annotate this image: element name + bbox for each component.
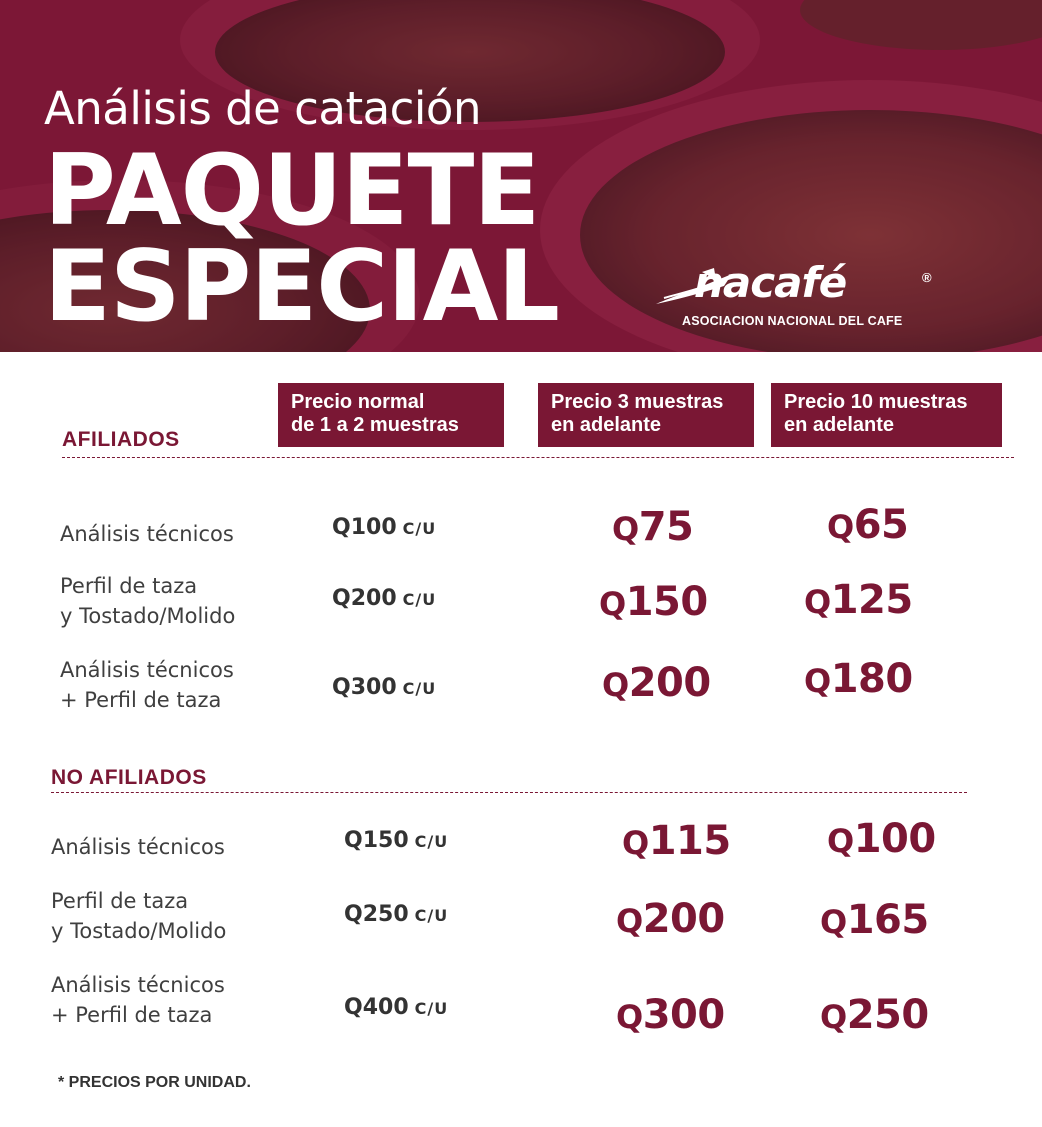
afiliados-row-3-normal-price: Q300 C/U — [332, 675, 437, 700]
no-afiliados-row-1-price-10: Q100 — [827, 816, 936, 862]
no-afiliados-row-3-normal-price: Q400 C/U — [344, 995, 449, 1020]
no-afiliados-row-3-price-3: Q300 — [616, 992, 725, 1038]
footnote: * PRECIOS POR UNIDAD. — [58, 1074, 251, 1091]
section-afiliados-label: AFILIADOS — [62, 428, 180, 451]
hero-banner — [0, 0, 1042, 352]
hero-subtitle: Análisis de catación — [44, 82, 481, 135]
no-afiliados-row-1-price-3: Q115 — [622, 818, 731, 864]
afiliados-row-1-label: Análisis técnicos — [60, 522, 234, 546]
no-afiliados-row-2-price-3: Q200 — [616, 896, 725, 942]
no-afiliados-row-2-normal-price: Q250 C/U — [344, 902, 449, 927]
no-afiliados-row-3-price-10: Q250 — [820, 992, 929, 1038]
column-header-3-samples: Precio 3 muestras en adelante — [538, 383, 754, 447]
afiliados-row-1-price-3: Q75 — [612, 504, 694, 550]
afiliados-row-3-label: Análisis técnicos + Perfil de taza — [60, 658, 234, 712]
column-header-10-samples: Precio 10 muestras en adelante — [771, 383, 1002, 447]
no-afiliados-row-1-label: Análisis técnicos — [51, 835, 225, 859]
section-divider — [51, 792, 967, 793]
column-header-normal-price: Precio normal de 1 a 2 muestras — [278, 383, 504, 447]
no-afiliados-row-2-price-10: Q165 — [820, 897, 929, 943]
afiliados-row-2-label: Perfil de taza y Tostado/Molido — [60, 574, 236, 628]
anacafe-logo — [654, 258, 944, 332]
afiliados-row-1-normal-price: Q100 C/U — [332, 515, 437, 540]
logo-wordmark: nacafé — [694, 258, 847, 307]
logo-tagline: ASOCIACION NACIONAL DEL CAFE — [682, 314, 903, 328]
afiliados-row-2-price-10: Q125 — [804, 577, 913, 623]
afiliados-row-2-normal-price: Q200 C/U — [332, 586, 437, 611]
hero-title-line-2: ESPECIAL — [44, 230, 559, 344]
hero-title-line-1: PAQUETE — [44, 134, 540, 248]
section-divider — [62, 457, 1014, 458]
afiliados-row-3-price-3: Q200 — [602, 660, 711, 706]
no-afiliados-row-1-normal-price: Q150 C/U — [344, 828, 449, 853]
registered-mark: ® — [922, 270, 932, 285]
afiliados-row-1-price-10: Q65 — [827, 502, 909, 548]
afiliados-row-2-price-3: Q150 — [599, 579, 708, 625]
no-afiliados-row-3-label: Análisis técnicos + Perfil de taza — [51, 973, 225, 1027]
section-no-afiliados-label: NO AFILIADOS — [51, 766, 207, 789]
no-afiliados-row-2-label: Perfil de taza y Tostado/Molido — [51, 889, 227, 943]
afiliados-row-3-price-10: Q180 — [804, 656, 913, 702]
